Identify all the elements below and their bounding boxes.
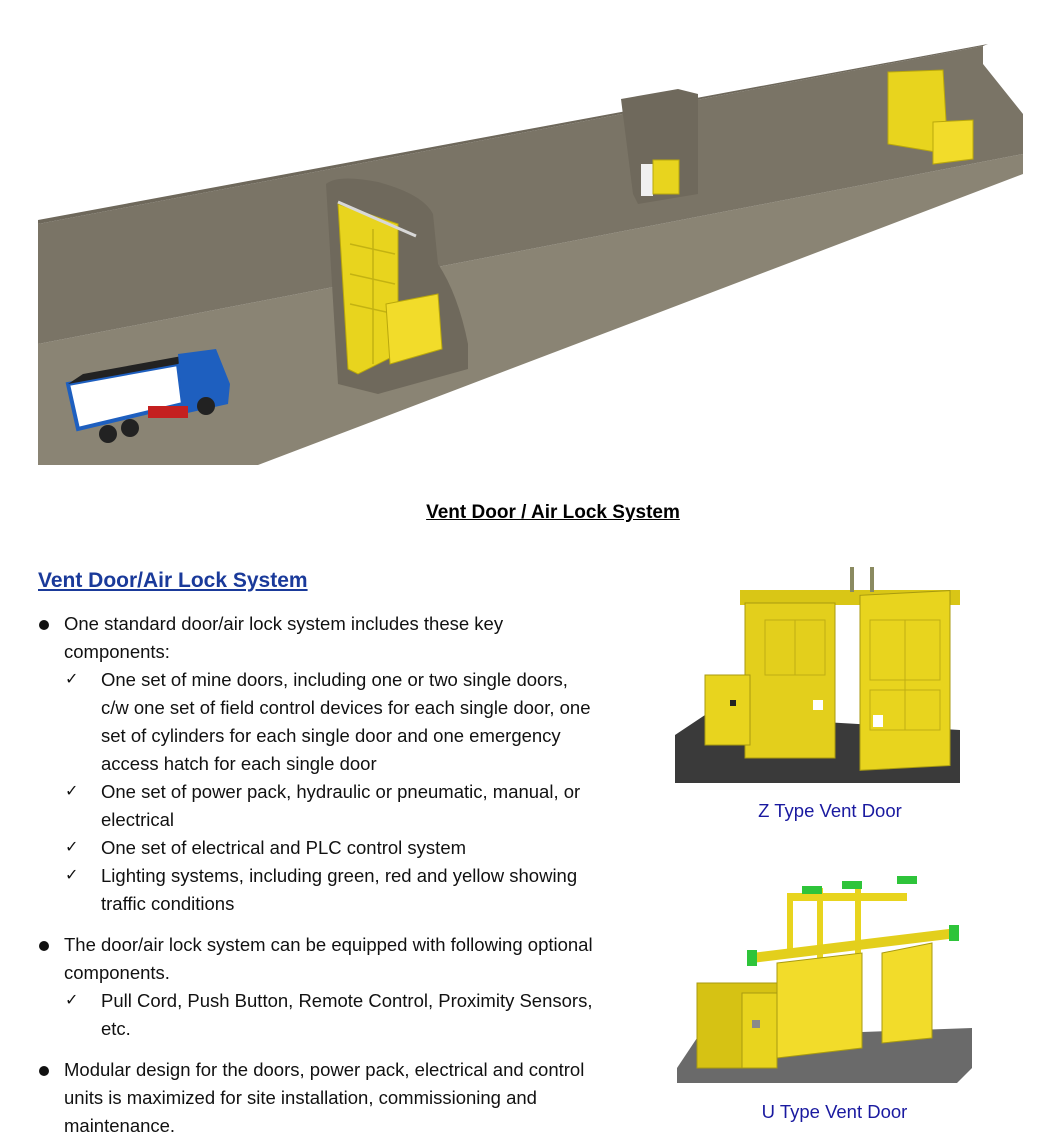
figure-caption: U Type Vent Door: [761, 1101, 908, 1122]
sub-item-text: Pull Cord, Push Button, Remote Control, Proximity Sensors, etc.: [101, 990, 593, 1039]
sub-item: [38, 666, 598, 778]
bullet-item: [38, 931, 598, 1043]
figure-u-type-vent-door: [677, 868, 992, 1122]
figure-caption: Z Type Vent Door: [758, 800, 902, 821]
bullet-text: One standard door/air lock system includes these key components:: [64, 613, 504, 662]
check-icon: ✓: [65, 867, 79, 884]
sub-item: [38, 834, 598, 862]
bullet-dot-icon: [39, 1066, 49, 1076]
bullet-text: Modular design for the doors, power pack, electrical and control units is maximized for site installation, commissioning and maintenance.: [64, 1059, 585, 1136]
figure-z-type-vent-door: [675, 565, 985, 821]
sub-item-text: One set of mine doors, including one or two single doors, c/w one set of field control devices for each single door, one set of cylinders for each single door and one emergency access hatch for each single door: [101, 669, 591, 774]
sub-item: [38, 987, 598, 1043]
bullet-item: [38, 1056, 598, 1140]
hero-image-tunnel: [38, 44, 1023, 465]
check-icon: ✓: [65, 839, 79, 856]
sub-item-text: Lighting systems, including green, red and yellow showing traffic conditions: [101, 865, 578, 914]
check-icon: ✓: [65, 992, 79, 1009]
sub-item: [38, 778, 598, 834]
document-title: Vent Door / Air Lock System: [426, 502, 680, 523]
sub-item-text: One set of power pack, hydraulic or pneumatic, manual, or electrical: [101, 781, 581, 830]
section-heading-link[interactable]: Vent Door/Air Lock System: [38, 569, 308, 592]
sub-item: [38, 862, 598, 918]
check-icon: ✓: [65, 671, 79, 688]
bullet-item: [38, 610, 598, 918]
z-type-door-image: [675, 565, 960, 783]
check-icon: ✓: [65, 783, 79, 800]
tunnel-illustration: [38, 44, 1023, 465]
bullet-text: The door/air lock system can be equipped with following optional components.: [64, 934, 593, 983]
u-type-door-image: [677, 868, 972, 1083]
bullet-dot-icon: [39, 941, 49, 951]
feature-list: [38, 610, 598, 1140]
sub-item-text: One set of electrical and PLC control system: [101, 837, 467, 858]
bullet-dot-icon: [39, 620, 49, 630]
